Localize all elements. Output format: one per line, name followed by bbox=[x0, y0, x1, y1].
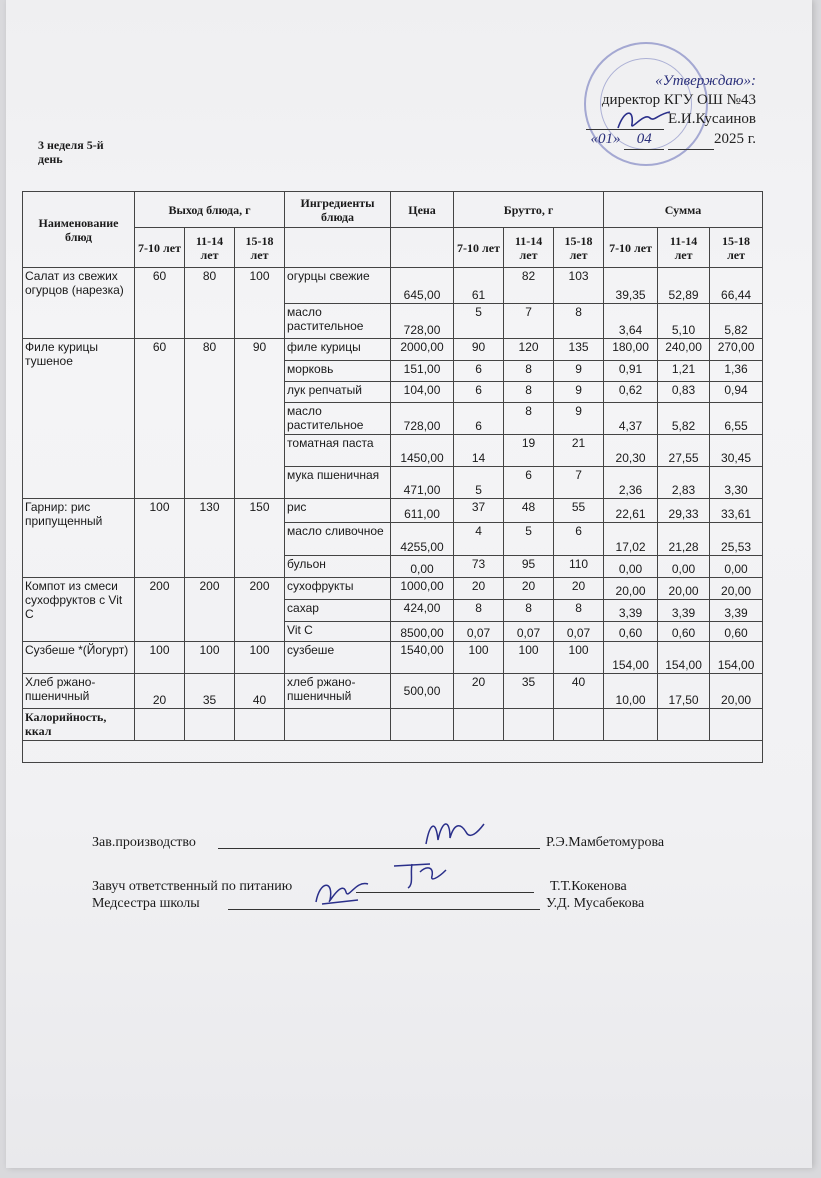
brutto-age1: 0,07 bbox=[454, 622, 504, 642]
menu-table bbox=[22, 191, 763, 763]
brutto-age1: 5 bbox=[454, 467, 504, 499]
sum-age2: 5,82 bbox=[658, 403, 710, 435]
sum-age2: 3,39 bbox=[658, 600, 710, 622]
week-day-label: 3 неделя 5-й день bbox=[38, 138, 104, 166]
portion-age2: 80 bbox=[185, 339, 235, 499]
approval-title: «Утверждаю»: bbox=[655, 73, 756, 89]
calories-cell bbox=[285, 709, 391, 741]
brutto-age3: 8 bbox=[554, 304, 604, 339]
deputy-signature bbox=[390, 858, 450, 890]
portion-age1: 100 bbox=[135, 499, 185, 578]
sum-age2: 240,00 bbox=[658, 339, 710, 361]
header-sum-age1: 7-10 лет bbox=[604, 228, 658, 268]
portion-age1: 200 bbox=[135, 578, 185, 642]
sum-age3: 30,45 bbox=[710, 435, 763, 467]
ingredient-name: филе курицы bbox=[285, 339, 391, 361]
table-row bbox=[23, 268, 763, 304]
brutto-age3: 135 bbox=[554, 339, 604, 361]
brutto-age2: 120 bbox=[504, 339, 554, 361]
ingredient-price: 4255,00 bbox=[391, 523, 454, 556]
portion-age3: 200 bbox=[235, 578, 285, 642]
calories-cell bbox=[710, 709, 763, 741]
sum-age3: 1,36 bbox=[710, 361, 763, 382]
header-sum-age2: 11-14 лет bbox=[658, 228, 710, 268]
brutto-age2: 6 bbox=[504, 467, 554, 499]
table-row bbox=[23, 339, 763, 361]
header-dish-name: Наименование блюд bbox=[23, 192, 135, 268]
sum-age3: 20,00 bbox=[710, 578, 763, 600]
ingredient-price: 151,00 bbox=[391, 361, 454, 382]
ingredient-name: лук репчатый bbox=[285, 382, 391, 403]
sum-age2: 154,00 bbox=[658, 642, 710, 674]
nurse-signature bbox=[312, 874, 372, 910]
ingredient-name: морковь bbox=[285, 361, 391, 382]
signature-row bbox=[92, 834, 692, 851]
portion-age3: 90 bbox=[235, 339, 285, 499]
sum-age2: 21,28 bbox=[658, 523, 710, 556]
ingredient-name: томатная паста bbox=[285, 435, 391, 467]
brutto-age3: 21 bbox=[554, 435, 604, 467]
signature-label: Завуч ответственный по питанию bbox=[92, 879, 293, 894]
brutto-age1: 5 bbox=[454, 304, 504, 339]
brutto-age2: 82 bbox=[504, 268, 554, 304]
brutto-age1: 6 bbox=[454, 361, 504, 382]
sum-age1: 17,02 bbox=[604, 523, 658, 556]
sum-age2: 0,60 bbox=[658, 622, 710, 642]
sum-age1: 0,62 bbox=[604, 382, 658, 403]
portion-age3: 100 bbox=[235, 268, 285, 339]
sum-age3: 154,00 bbox=[710, 642, 763, 674]
sum-age3: 20,00 bbox=[710, 674, 763, 709]
header-portion: Выход блюда, г bbox=[135, 192, 285, 228]
ingredient-name: сахар bbox=[285, 600, 391, 622]
signature-name: У.Д. Мусабекова bbox=[546, 896, 645, 911]
ingredient-price: 104,00 bbox=[391, 382, 454, 403]
calories-cell bbox=[391, 709, 454, 741]
header-sum: Сумма bbox=[604, 192, 763, 228]
brutto-age2: 19 bbox=[504, 435, 554, 467]
brutto-age3: 40 bbox=[554, 674, 604, 709]
brutto-age3: 55 bbox=[554, 499, 604, 523]
sum-age1: 20,30 bbox=[604, 435, 658, 467]
table-row bbox=[23, 578, 763, 600]
ingredient-name: рис bbox=[285, 499, 391, 523]
brutto-age1: 90 bbox=[454, 339, 504, 361]
ingredient-price: 8500,00 bbox=[391, 622, 454, 642]
calories-cell bbox=[454, 709, 504, 741]
brutto-age3: 9 bbox=[554, 403, 604, 435]
portion-age2: 130 bbox=[185, 499, 235, 578]
ingredient-price: 728,00 bbox=[391, 304, 454, 339]
brutto-age1: 73 bbox=[454, 556, 504, 578]
sum-age3: 270,00 bbox=[710, 339, 763, 361]
sum-age3: 33,61 bbox=[710, 499, 763, 523]
brutto-age2: 35 bbox=[504, 674, 554, 709]
sum-age1: 4,37 bbox=[604, 403, 658, 435]
calories-cell bbox=[185, 709, 235, 741]
brutto-age3: 8 bbox=[554, 600, 604, 622]
calories-cell bbox=[658, 709, 710, 741]
director-signature bbox=[614, 106, 674, 134]
brutto-age1: 6 bbox=[454, 403, 504, 435]
portion-age1: 60 bbox=[135, 339, 185, 499]
calories-cell bbox=[604, 709, 658, 741]
sum-age2: 2,83 bbox=[658, 467, 710, 499]
portion-age2: 200 bbox=[185, 578, 235, 642]
portion-age3: 100 bbox=[235, 642, 285, 674]
document-page bbox=[6, 0, 812, 1168]
ingredient-name: огурцы свежие bbox=[285, 268, 391, 304]
brutto-age3: 6 bbox=[554, 523, 604, 556]
sum-age3: 0,00 bbox=[710, 556, 763, 578]
calories-label: Калорийность, ккал bbox=[23, 709, 135, 741]
calories-cell bbox=[504, 709, 554, 741]
dish-name: Сузбеше *(Йогурт) bbox=[23, 642, 135, 674]
header-portion-age3: 15-18 лет bbox=[235, 228, 285, 268]
brutto-age2: 8 bbox=[504, 600, 554, 622]
sum-age2: 17,50 bbox=[658, 674, 710, 709]
ingredient-price: 1540,00 bbox=[391, 642, 454, 674]
brutto-age3: 103 bbox=[554, 268, 604, 304]
sum-age3: 5,82 bbox=[710, 304, 763, 339]
ingredient-name: бульон bbox=[285, 556, 391, 578]
brutto-age3: 110 bbox=[554, 556, 604, 578]
approval-date-day: «01» bbox=[590, 131, 621, 147]
brutto-age2: 5 bbox=[504, 523, 554, 556]
blank-cell bbox=[23, 741, 763, 763]
sum-age3: 66,44 bbox=[710, 268, 763, 304]
approval-date-year: 2025 г. bbox=[714, 131, 756, 147]
sum-age1: 0,60 bbox=[604, 622, 658, 642]
brutto-age3: 100 bbox=[554, 642, 604, 674]
sum-age1: 0,91 bbox=[604, 361, 658, 382]
sum-age2: 0,00 bbox=[658, 556, 710, 578]
ingredient-price: 645,00 bbox=[391, 268, 454, 304]
brutto-age1: 100 bbox=[454, 642, 504, 674]
dish-name: Гарнир: рис припущенный bbox=[23, 499, 135, 578]
brutto-age3: 7 bbox=[554, 467, 604, 499]
sum-age1: 3,64 bbox=[604, 304, 658, 339]
dish-name: Салат из свежих огурцов (нарезка) bbox=[23, 268, 135, 339]
ingredient-name: масло растительное bbox=[285, 304, 391, 339]
header-blank-price bbox=[391, 228, 454, 268]
header-brutto-age3: 15-18 лет bbox=[554, 228, 604, 268]
header-blank-ingredients bbox=[285, 228, 391, 268]
ingredient-name: масло растительное bbox=[285, 403, 391, 435]
dish-name: Хлеб ржано-пшеничный bbox=[23, 674, 135, 709]
ingredient-name: Vit C bbox=[285, 622, 391, 642]
calories-cell bbox=[135, 709, 185, 741]
brutto-age2: 20 bbox=[504, 578, 554, 600]
ingredient-price: 0,00 bbox=[391, 556, 454, 578]
sum-age2: 0,83 bbox=[658, 382, 710, 403]
sum-age2: 20,00 bbox=[658, 578, 710, 600]
brutto-age3: 9 bbox=[554, 382, 604, 403]
portion-age2: 80 bbox=[185, 268, 235, 339]
portion-age1: 20 bbox=[135, 674, 185, 709]
portion-age1: 100 bbox=[135, 642, 185, 674]
ingredient-price: 1000,00 bbox=[391, 578, 454, 600]
brutto-age2: 8 bbox=[504, 361, 554, 382]
calories-cell bbox=[235, 709, 285, 741]
ingredient-price: 1450,00 bbox=[391, 435, 454, 467]
sum-age3: 3,39 bbox=[710, 600, 763, 622]
sum-age3: 6,55 bbox=[710, 403, 763, 435]
table-row bbox=[23, 642, 763, 674]
brutto-age1: 20 bbox=[454, 674, 504, 709]
dish-name: Компот из смеси сухофруктов с Vit C bbox=[23, 578, 135, 642]
sum-age3: 0,94 bbox=[710, 382, 763, 403]
sum-age2: 27,55 bbox=[658, 435, 710, 467]
portion-age2: 100 bbox=[185, 642, 235, 674]
header-price: Цена bbox=[391, 192, 454, 228]
header-brutto: Брутто, г bbox=[454, 192, 604, 228]
header-brutto-age1: 7-10 лет bbox=[454, 228, 504, 268]
sum-age2: 1,21 bbox=[658, 361, 710, 382]
ingredient-price: 424,00 bbox=[391, 600, 454, 622]
sum-age1: 3,39 bbox=[604, 600, 658, 622]
brutto-age1: 20 bbox=[454, 578, 504, 600]
brutto-age2: 7 bbox=[504, 304, 554, 339]
brutto-age3: 20 bbox=[554, 578, 604, 600]
sum-age3: 3,30 bbox=[710, 467, 763, 499]
signature-name: Т.Т.Кокенова bbox=[550, 879, 627, 894]
header-sum-age3: 15-18 лет bbox=[710, 228, 763, 268]
ingredient-price: 2000,00 bbox=[391, 339, 454, 361]
production-head-signature bbox=[420, 814, 490, 850]
signature-name: Р.Э.Мамбетомурова bbox=[546, 835, 665, 850]
sum-age1: 39,35 bbox=[604, 268, 658, 304]
approval-name: Е.И.Кусаинов bbox=[667, 111, 756, 127]
brutto-age2: 100 bbox=[504, 642, 554, 674]
ingredient-name: хлеб ржано-пшеничный bbox=[285, 674, 391, 709]
header-brutto-age2: 11-14 лет bbox=[504, 228, 554, 268]
ingredient-price: 611,00 bbox=[391, 499, 454, 523]
brutto-age2: 48 bbox=[504, 499, 554, 523]
ingredient-name: мука пшеничная bbox=[285, 467, 391, 499]
header-ingredients: Ингредиенты блюда bbox=[285, 192, 391, 228]
brutto-age1: 37 bbox=[454, 499, 504, 523]
ingredient-price: 471,00 bbox=[391, 467, 454, 499]
ingredient-name: масло сливочное bbox=[285, 523, 391, 556]
brutto-age2: 95 bbox=[504, 556, 554, 578]
sum-age3: 0,60 bbox=[710, 622, 763, 642]
sum-age2: 29,33 bbox=[658, 499, 710, 523]
signature-label: Зав.производство bbox=[92, 835, 196, 850]
sum-age1: 10,00 bbox=[604, 674, 658, 709]
ingredient-name: сузбеше bbox=[285, 642, 391, 674]
brutto-age2: 8 bbox=[504, 403, 554, 435]
sum-age1: 0,00 bbox=[604, 556, 658, 578]
portion-age3: 40 bbox=[235, 674, 285, 709]
brutto-age3: 9 bbox=[554, 361, 604, 382]
calories-cell bbox=[554, 709, 604, 741]
portion-age2: 35 bbox=[185, 674, 235, 709]
sum-age1: 20,00 bbox=[604, 578, 658, 600]
ingredient-name: сухофрукты bbox=[285, 578, 391, 600]
header-portion-age1: 7-10 лет bbox=[135, 228, 185, 268]
brutto-age1: 61 bbox=[454, 268, 504, 304]
sum-age2: 5,10 bbox=[658, 304, 710, 339]
signature-row bbox=[92, 895, 692, 912]
brutto-age2: 0,07 bbox=[504, 622, 554, 642]
approval-date-month: 04 bbox=[624, 130, 664, 150]
sum-age1: 22,61 bbox=[604, 499, 658, 523]
brutto-age3: 0,07 bbox=[554, 622, 604, 642]
brutto-age1: 8 bbox=[454, 600, 504, 622]
brutto-age2: 8 bbox=[504, 382, 554, 403]
brutto-age1: 4 bbox=[454, 523, 504, 556]
brutto-age1: 6 bbox=[454, 382, 504, 403]
sum-age3: 25,53 bbox=[710, 523, 763, 556]
table-row bbox=[23, 499, 763, 523]
approval-position: директор КГУ ОШ №43 bbox=[601, 92, 756, 108]
blank-row bbox=[23, 741, 763, 763]
sum-age1: 2,36 bbox=[604, 467, 658, 499]
ingredient-price: 500,00 bbox=[391, 674, 454, 709]
sum-age1: 154,00 bbox=[604, 642, 658, 674]
signature-label: Медсестра школы bbox=[92, 896, 200, 911]
table-row bbox=[23, 674, 763, 709]
header-portion-age2: 11-14 лет bbox=[185, 228, 235, 268]
portion-age1: 60 bbox=[135, 268, 185, 339]
brutto-age1: 14 bbox=[454, 435, 504, 467]
sum-age1: 180,00 bbox=[604, 339, 658, 361]
calories-row bbox=[23, 709, 763, 741]
dish-name: Филе курицы тушеное bbox=[23, 339, 135, 499]
portion-age3: 150 bbox=[235, 499, 285, 578]
ingredient-price: 728,00 bbox=[391, 403, 454, 435]
sum-age2: 52,89 bbox=[658, 268, 710, 304]
